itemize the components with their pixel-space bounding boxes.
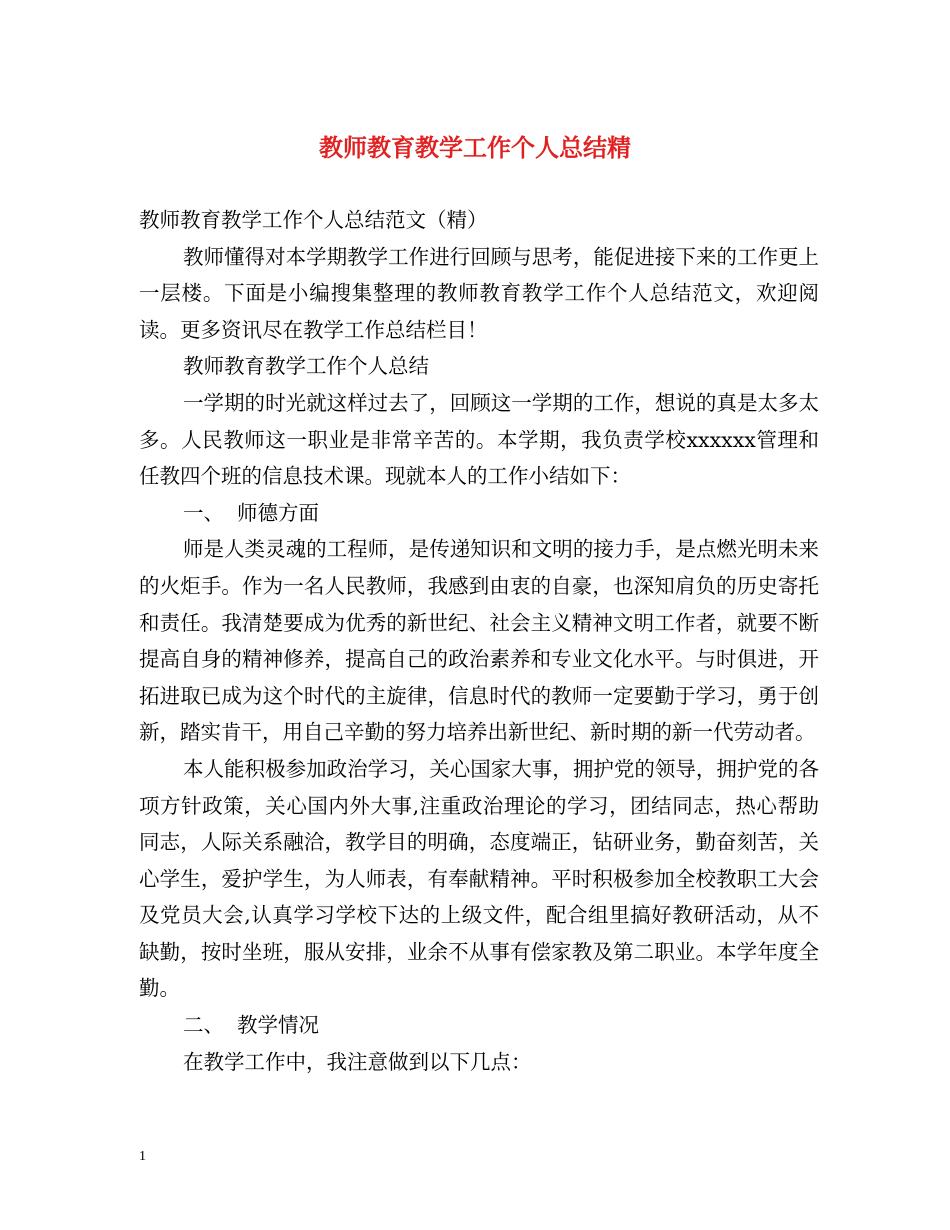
document-title: 教师教育教学工作个人总结精 [319, 133, 631, 162]
document-body [139, 202, 819, 1080]
section-heading-ethics: 一、 师德方面 [183, 500, 320, 525]
ethics-paragraph: 师是人类灵魂的工程师，是传递知识和文明的接力手，是点燃光明未来的火炬手。作为一名人民教师，我感到由衷的自豪，也深知肩负的历史寄托和责任。我清楚要成为优秀的新世纪、社会主义精神文明工作者，就要不断提高自身的精神修养，提高自己的政治素养和专业文化水平。与时俱进，开拓进取已成为这个时代的主旋律，信息时代的教师一定要勤于学习，勇于创新，踏实肯干，用自己辛勤的努力培养出新世纪、新时期的新一代劳动者。 [139, 537, 819, 745]
overview-paragraph: 一学期的时光就这样过去了，回顾这一学期的工作，想说的真是太多太多。人民教师这一职业是非常辛苦的。本学期，我负责学校xxxxxx管理和任教四个班的信息技术课。现就本人的工作小结如下： [139, 390, 819, 489]
section-heading-teaching: 二、 教学情况 [183, 1013, 320, 1038]
teaching-paragraph: 在教学工作中，我注意做到以下几点： [183, 1049, 532, 1074]
section-heading-summary: 教师教育教学工作个人总结 [183, 354, 429, 379]
intro-paragraph: 教师懂得对本学期教学工作进行回顾与思考，能促进接下来的工作更上一层楼。下面是小编搜集整理的教师教育教学工作个人总结范文，欢迎阅读。更多资讯尽在教学工作总结栏目！ [139, 244, 819, 342]
page-number: 1 [139, 1149, 146, 1164]
politics-paragraph: 本人能积极参加政治学习，关心国家大事，拥护党的领导，拥护党的各项方针政策，关心国内外大事,注重政治理论的学习，团结同志，热心帮助同志，人际关系融洽，教学目的明确，态度端正，钻研业务，勤奋刻苦，关心学生，爱护学生，为人师表，有奉献精神。平时积极参加全校教职工大会及党员大会,认真学习学校下达的上级文件，配合组里搞好教研活动，从不缺勤，按时坐班，服从安排，业余不从事有偿家教及第二职业。本学年度全勤。 [139, 756, 819, 1001]
document-subtitle: 教师教育教学工作个人总结范文（精） [139, 208, 488, 232]
